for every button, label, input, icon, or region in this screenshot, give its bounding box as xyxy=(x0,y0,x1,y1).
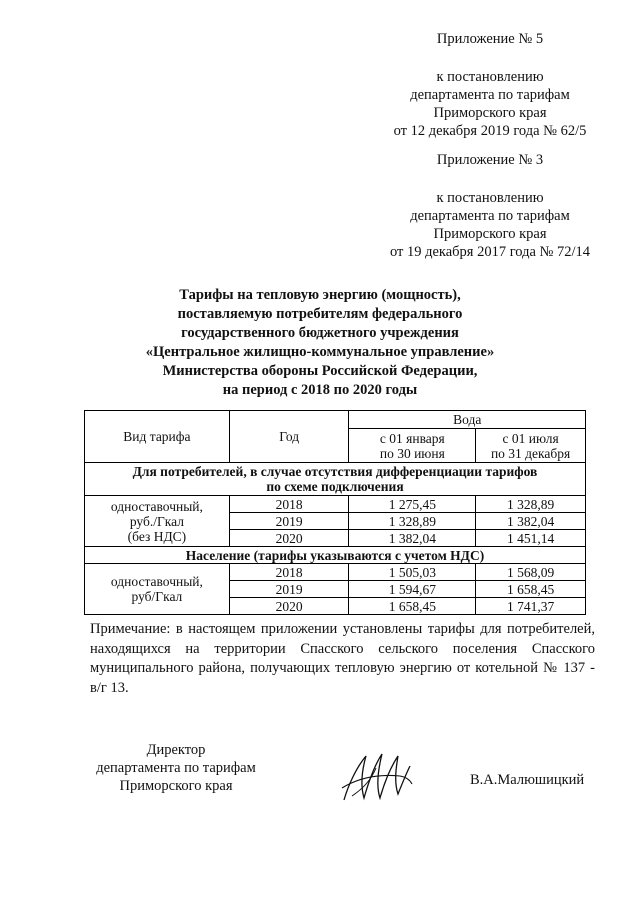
appendix-3-title: Приложение № 3 xyxy=(436,152,544,168)
appendix-5-line: департамента по тарифам xyxy=(410,87,570,103)
section-1-line2: по схеме подключения xyxy=(266,479,404,494)
document-title xyxy=(120,286,520,400)
value-cell: 1 658,45 xyxy=(349,598,476,615)
appendix-3-line: департамента по тарифам xyxy=(410,208,570,224)
value-cell: 1 741,37 xyxy=(476,598,586,615)
appendix-5-line: Приморского края xyxy=(433,105,547,121)
value-cell: 1 505,03 xyxy=(349,564,476,581)
header-period-1-line1: с 01 января xyxy=(379,430,445,446)
value-cell: 1 382,04 xyxy=(476,513,586,530)
title-line: государственного бюджетного учреждения xyxy=(181,325,459,341)
section-1-line1: Для потребителей, в случае отсутствия дифференциации тарифов xyxy=(132,464,538,479)
value-cell: 1 568,09 xyxy=(476,564,586,581)
appendix-5-title: Приложение № 5 xyxy=(436,31,544,47)
section-2-type-line: одноставочный, xyxy=(110,574,203,589)
value-cell: 1 382,04 xyxy=(349,530,476,547)
year-cell: 2019 xyxy=(229,513,349,530)
header-period-2-line1: с 01 июля xyxy=(502,430,559,446)
table-row xyxy=(85,564,586,581)
tariff-table xyxy=(84,410,586,615)
appendix-5-block xyxy=(370,30,610,140)
header-year: Год xyxy=(229,411,349,463)
section-2-tariff-type xyxy=(85,564,230,615)
year-cell: 2020 xyxy=(229,530,349,547)
title-line: Тарифы на тепловую энергию (мощность), xyxy=(179,287,461,303)
value-cell: 1 275,45 xyxy=(349,496,476,513)
section-1-tariff-type xyxy=(85,496,230,547)
section-1-type-line: руб./Гкал xyxy=(129,513,184,529)
section-2-type-line: руб/Гкал xyxy=(131,589,183,604)
appendix-3-line: от 19 декабря 2017 года № 72/14 xyxy=(389,244,591,260)
value-cell: 1 658,45 xyxy=(476,581,586,598)
header-period-2-line2: по 31 декабря xyxy=(490,445,571,461)
header-period-2 xyxy=(476,429,586,463)
year-cell: 2018 xyxy=(229,564,349,581)
table-row xyxy=(85,496,586,513)
handwritten-signature xyxy=(338,748,418,808)
value-cell: 1 451,14 xyxy=(476,530,586,547)
section-1-type-line: (без НДС) xyxy=(127,528,187,544)
note-paragraph: Примечание: в настоящем приложении установлены тарифы для потребителей, находящихся на территории Спасского сельского поселения Спасского муниципального района, получающих тепловую энергию от котельной № 137 - в/г 13. xyxy=(90,621,595,696)
value-cell: 1 594,67 xyxy=(349,581,476,598)
title-line: на период с 2018 по 2020 годы xyxy=(222,382,418,398)
signatory-name: В.А.Малюшицкий xyxy=(470,772,585,788)
title-line: Министерства обороны Российской Федерации, xyxy=(162,363,478,379)
header-water: Вода xyxy=(349,411,586,429)
year-cell: 2018 xyxy=(229,496,349,513)
signatory-title xyxy=(86,741,266,795)
title-line: поставляемую потребителям федерального xyxy=(177,306,463,322)
year-cell: 2020 xyxy=(229,598,349,615)
appendix-5-line: от 12 декабря 2019 года № 62/5 xyxy=(393,123,587,139)
appendix-3-line: к постановлению xyxy=(436,190,544,206)
year-cell: 2019 xyxy=(229,581,349,598)
value-cell: 1 328,89 xyxy=(349,513,476,530)
section-2-header: Население (тарифы указываются с учетом НДС) xyxy=(85,547,586,564)
title-line: «Центральное жилищно-коммунальное управление» xyxy=(145,344,495,360)
section-1-type-line: одноставочный, xyxy=(110,498,203,514)
appendix-5-line: к постановлению xyxy=(436,69,544,85)
appendix-3-block xyxy=(370,151,610,261)
appendix-3-line: Приморского края xyxy=(433,226,547,242)
signatory-line: департамента по тарифам xyxy=(96,760,256,776)
signatory-line: Директор xyxy=(146,742,206,758)
section-1-header xyxy=(85,463,586,496)
signatory-line: Приморского края xyxy=(119,778,233,794)
header-tariff-type: Вид тарифа xyxy=(85,411,230,463)
value-cell: 1 328,89 xyxy=(476,496,586,513)
header-period-1-line2: по 30 июня xyxy=(379,445,445,461)
header-period-1 xyxy=(349,429,476,463)
